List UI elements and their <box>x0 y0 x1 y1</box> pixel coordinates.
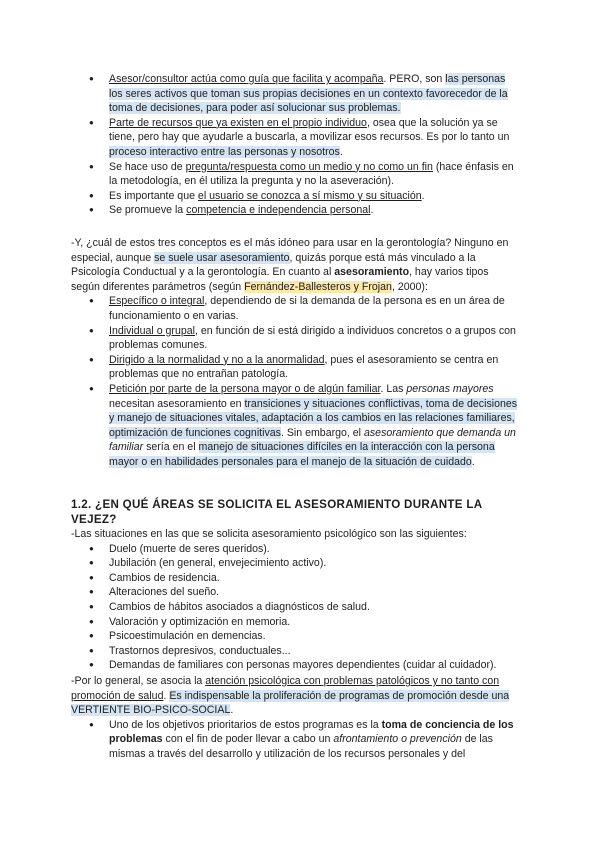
text-span: , 2000): <box>391 280 428 293</box>
text-span: . PERO, son <box>383 73 446 85</box>
counseling-types-list <box>71 294 519 469</box>
text-span: , dependiendo de si la demanda de la persona es en un área de funcionamiento o en varias. <box>109 295 505 322</box>
underlined-text: Asesor/consultor actúa como guía que facilita y acompaña <box>109 73 384 85</box>
list-item: ● Trastornos depresivos, conductuales... <box>71 644 519 659</box>
underlined-text: el usuario se conozca a sí mismo y su situación <box>197 189 422 202</box>
highlighted-text: proceso interactivo entre las personas y nosotros <box>109 145 340 158</box>
promotion-list <box>71 718 519 762</box>
list-item: ● Duelo (muerte de seres queridos). <box>71 542 519 557</box>
text-span: . <box>230 704 234 717</box>
text-span: , osea que la solución ya se tiene, pero hay que ayudarle a buscarla, a movilizar esos recursos. Es por lo tanto un <box>109 116 510 144</box>
list-item <box>71 72 519 116</box>
list-item: ● Jubilación (en general, envejecimiento activo). <box>71 556 519 571</box>
text-span: Se promueve la <box>109 204 187 217</box>
text-span: , hay varios tipos según diferentes parámetros (según <box>71 266 489 293</box>
list-item <box>71 324 519 353</box>
bold-text: asesoramiento <box>334 266 410 279</box>
promotion-section <box>71 674 519 762</box>
list-item: ● Cambios de residencia. <box>71 571 519 586</box>
text-span: -Y, ¿cuál de estos tres conceptos es el más idóneo para usar en la gerontología? Ninguno en especial, aunque <box>71 237 509 264</box>
highlighted-text: Es indispensable la proliferación de programas de promoción desde una VERTIENTE BIO-PSICO-SOCIAL <box>71 689 510 717</box>
text-span: Uno de los objetivos prioritarios de estos programas es la <box>109 718 382 731</box>
list-item <box>71 718 519 762</box>
bold-text: toma de conciencia de los problemas <box>109 718 514 746</box>
text-span: , en función de si está dirigido a individuos concretos o a grupos con problemas comunes. <box>109 324 516 352</box>
counseling-features-list <box>71 72 519 218</box>
list-item: ● Psicoestimulación en demencias. <box>71 629 519 644</box>
underlined-text: Dirigido a la normalidad y no a la anormalidad <box>109 353 325 366</box>
counseling-features-section <box>71 72 519 218</box>
text-span: de las mismas a través del desarrollo y utilización de los recursos personales y del <box>109 733 493 760</box>
text-span: -Por lo general, se asocia la <box>71 675 206 687</box>
list-item: ● Alteraciones del sueño. <box>71 585 519 600</box>
italic-text: personas mayores <box>406 382 494 395</box>
list-item <box>71 353 519 382</box>
highlighted-text: manejo de situaciones difíciles en la interacción con la persona mayor o en habilidades personales para el manejo de la situación de cuidado <box>109 441 495 468</box>
section-heading: 1.2. ¿EN QUÉ ÁREAS SE SOLICITA EL ASESORAMIENTO DURANTE LA VEJEZ? <box>71 498 482 526</box>
highlighted-text: las personas los seres activos que toman sus propias decisiones en un contexto favorecedor de la toma de decisiones, para poder así solucionar sus problemas. <box>109 73 508 115</box>
list-item: ● Demandas de familiares con personas mayores dependientes (cuidar al cuidador). <box>71 658 519 673</box>
highlighted-text: se suele usar asesoramiento <box>154 251 290 264</box>
underlined-text: pregunta/respuesta como un medio y no como un fin <box>185 160 433 173</box>
text-span: . Las <box>380 382 407 395</box>
paragraph <box>71 674 519 718</box>
list-item <box>71 294 519 323</box>
areas-section <box>71 497 519 673</box>
list-item <box>71 203 519 218</box>
text-span: Se hace uso de <box>109 160 186 173</box>
list-item <box>71 382 519 470</box>
text-span: . <box>163 689 170 702</box>
text-span: . <box>471 455 475 468</box>
text-span: . Sin embargo, el <box>280 426 364 439</box>
text-span: . <box>339 145 343 158</box>
list-item <box>71 160 519 189</box>
text-span: . <box>370 204 374 217</box>
underlined-text: Parte de recursos que ya existen en el propio individuo <box>109 116 367 129</box>
italic-text: afrontamiento o prevención <box>333 733 462 746</box>
paragraph <box>71 236 519 294</box>
list-item <box>71 189 519 204</box>
highlighted-text: transiciones y situaciones conflictivas, toma de decisiones y manejo de situaciones vitales, adaptación a los cambios en las relaciones familiares, optimización de funciones cognitivas <box>109 397 518 439</box>
text-span: Es importante que <box>109 189 198 202</box>
paragraph: -Las situaciones en las que se solicita asesoramiento psicológico son las siguientes: <box>71 528 467 540</box>
text-span: . <box>421 189 425 202</box>
text-span: (hace énfasis en la metodología, en él utiliza la pregunta y no la aseveración). <box>109 160 514 188</box>
list-item: ● Cambios de hábitos asociados a diagnósticos de salud. <box>71 600 519 615</box>
underlined-text: Petición por parte de la persona mayor o de algún familiar <box>109 382 381 395</box>
text-span: con el fin de poder llevar a cabo un <box>162 733 334 746</box>
list-item: ● Valoración y optimización en memoria. <box>71 615 519 630</box>
underlined-text: Individual o grupal <box>109 324 195 337</box>
list-item <box>71 116 519 160</box>
text-span: necesitan asesoramiento en <box>109 397 245 410</box>
citation-highlight: Fernández-Ballesteros y Frojan <box>244 280 392 293</box>
underlined-text: competencia e independencia personal <box>186 204 371 217</box>
text-span: , pues el asesoramiento se centra en problemas que no entrañan patología. <box>109 353 499 381</box>
text-span: sería en el <box>143 441 199 454</box>
areas-list <box>71 542 519 673</box>
counseling-types-section <box>71 236 519 470</box>
italic-text: asesoramiento que demanda un familiar <box>109 426 516 454</box>
text-span: , quizás porque está más vinculado a la Psicología Conductual y a la gerontología. En cuanto al <box>71 251 476 279</box>
underlined-text: Específico o integral <box>109 295 205 308</box>
underlined-text: atención psicológica con problemas patológicos y no tanto con promoción de salud <box>71 675 500 702</box>
